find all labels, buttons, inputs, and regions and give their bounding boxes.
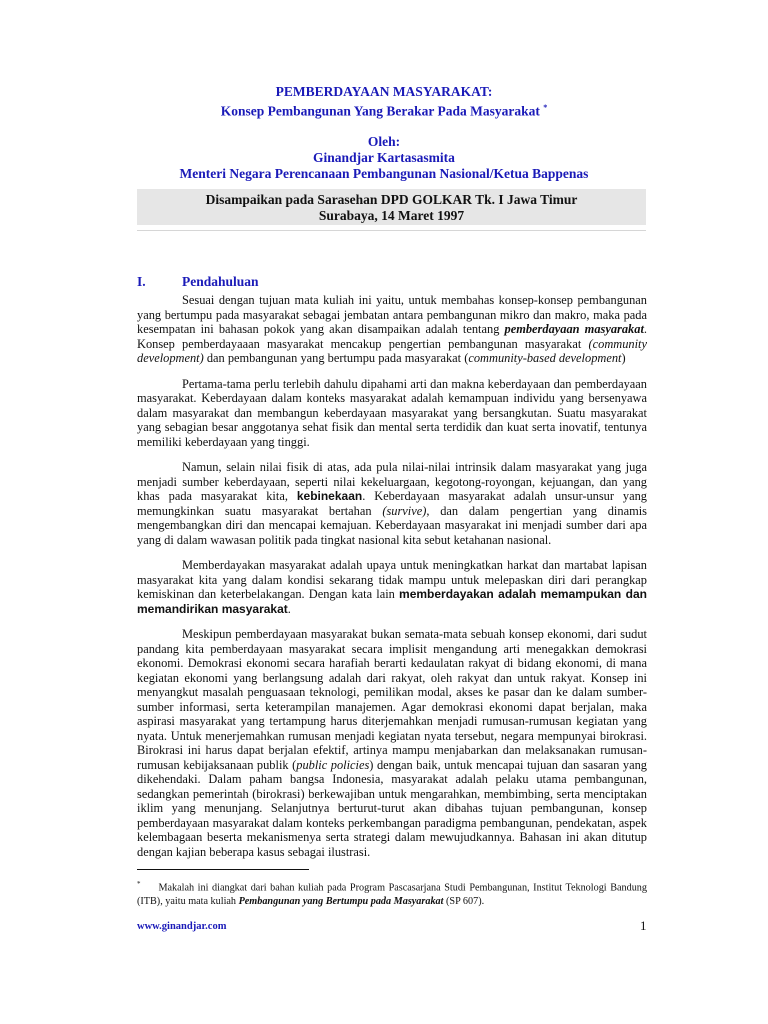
page-number: 1 <box>640 918 647 933</box>
section-title: Pendahuluan <box>182 274 259 289</box>
author-name: Ginandjar Kartasasmita <box>313 149 455 165</box>
footnote-reference-mark[interactable]: * <box>543 103 548 112</box>
author-position: Menteri Negara Perencanaan Pembangunan Nasional/Ketua Bappenas <box>179 165 589 181</box>
document-title: PEMBERDAYAAN MASYARAKAT: <box>275 84 493 99</box>
divider <box>137 230 646 231</box>
footnote-mark: * <box>137 880 141 888</box>
by-label: Oleh: <box>367 133 401 149</box>
venue-line: Disampaikan pada Sarasehan DPD GOLKAR Tk. I Jawa Timur <box>205 192 578 207</box>
footnote-divider <box>137 869 309 870</box>
paragraph-1: Sesuai dengan tujuan mata kuliah ini yaitu, untuk membahas konsep-konsep pembangunan yang bertumpu pada masyarakat sebagai jembatan antara pembangunan mikro dan makro, maka pada kesempatan ini bahasan pokok yang akan disampaikan adalah tentang pemberdayaan masyarakat. Konsep pemberdayaaan masyarakat mencakup pengertian pembangunan masyarakat (community development) dan pembangunan yang bertumpu pada masyarakat (community-based development) <box>137 293 647 365</box>
footnote: * Makalah ini diangkat dari bahan kuliah pada Program Pascasarjana Studi Pembangunan, Institut Teknologi Bandung (ITB), yaitu mata kuliah Pembangunan yang Bertumpu pada Masyarakat (SP 607). <box>137 880 647 907</box>
venue-date: Surabaya, 14 Maret 1997 <box>318 208 465 223</box>
document-subtitle: Konsep Pembangunan Yang Berakar Pada Masyarakat * <box>220 103 548 119</box>
website-link[interactable]: www.ginandjar.com <box>137 921 227 932</box>
section-heading <box>137 274 259 290</box>
section-number: I. <box>137 274 146 289</box>
paragraph-4: Memberdayakan masyarakat adalah upaya untuk meningkatkan harkat dan martabat lapisan masyarakat kita yang dalam kondisi sekarang tidak mampu untuk melepaskan diri dari perangkap kemiskinan dan keterbelakangan. Dengan kata lain memberdayakan adalah memampukan dan memandirikan masyarakat. <box>137 558 647 616</box>
document-header <box>0 84 768 182</box>
paragraph-5: Meskipun pemberdayaan masyarakat bukan semata-mata sebuah konsep ekonomi, dari sudut pandang kita pemberdayaan masyarakat secara implisit mengandung arti menegakkan demokrasi ekonomi. Demokrasi ekonomi secara harafiah berarti kedaulatan rakyat di bidang ekonomi, di mana kegiatan ekonomi yang berlangsung adalah dari rakyat, oleh rakyat dan untuk rakyat. Konsep ini menyangkut masalah penguasaan teknologi, pemilikan modal, akses ke pasar dan ke dalam sumber-sumber informasi, serta keterampilan manajemen. Agar demokrasi ekonomi dapat berjalan, maka aspirasi masyarakat yang tertampung harus diterjemahkan menjadi rumusan-rumusan kegiatan yang nyata. Untuk menerjemahkan rumusan menjadi kegiatan nyata tersebut, negara mempunyai birokrasi. Birokrasi ini harus dapat berjalan efektif, artinya mampu menjabarkan dan melaksanakan rumusan-rumusan kebijaksanaan publik (public policies) dengan baik, untuk mencapai tujuan dan sasaran yang dikehendaki. Dalam paham bangsa Indonesia, masyarakat adalah pelaku utama pembangunan, sedangkan pemerintah (birokrasi) berkewajiban untuk mengarahkan, membimbing, serta menciptakan iklim yang menunjang. Selanjutnya berturut-turut akan dibahas tujuan pembangunan, konsep pemberdayaan masyarakat dalam konteks perkembangan paradigma pembangunan, pendekatan, aspek kelembagaan beserta mekanismenya serta strategi dalam mewujudkannya. Bahasan ini akan ditutup dengan kajian beberapa kasus sebagai ilustrasi. <box>137 627 647 859</box>
document-body <box>137 293 647 870</box>
paragraph-2: Pertama-tama perlu terlebih dahulu dipahami arti dan makna keberdayaan dan pemberdayaan masyarakat. Keberdayaan dalam konteks masyarakat adalah kemampuan individu yang bersenyawa dalam masyarakat dan membangun keberdayaan masyarakat yang bersangkutan. Suatu masyarakat yang sebagian besar anggotanya sehat fisik dan mental serta terdidik dan kuat serta inovatif, tentunya memiliki keberdayaan yang tinggi. <box>137 376 647 449</box>
paragraph-3: Namun, selain nilai fisik di atas, ada pula nilai-nilai intrinsik dalam masyarakat yang juga menjadi sumber keberdayaan, seperti nilai kekeluargaan, kegotong-royongan, kejuangan, dan yang khas pada masyarakat kita, kebinekaan. Keberdayaan masyarakat adalah unsur-unsur yang memungkinkan suatu masyarakat bertahan (survive), dan dalam pengertian yang dinamis mengembangkan diri dan mencapai kemajuan. Keberdayaan masyarakat ini menjadi sumber dari apa yang di dalam wawasan politik pada tingkat nasional kita sebut ketahanan nasional. <box>137 460 647 547</box>
venue-box <box>137 189 646 225</box>
